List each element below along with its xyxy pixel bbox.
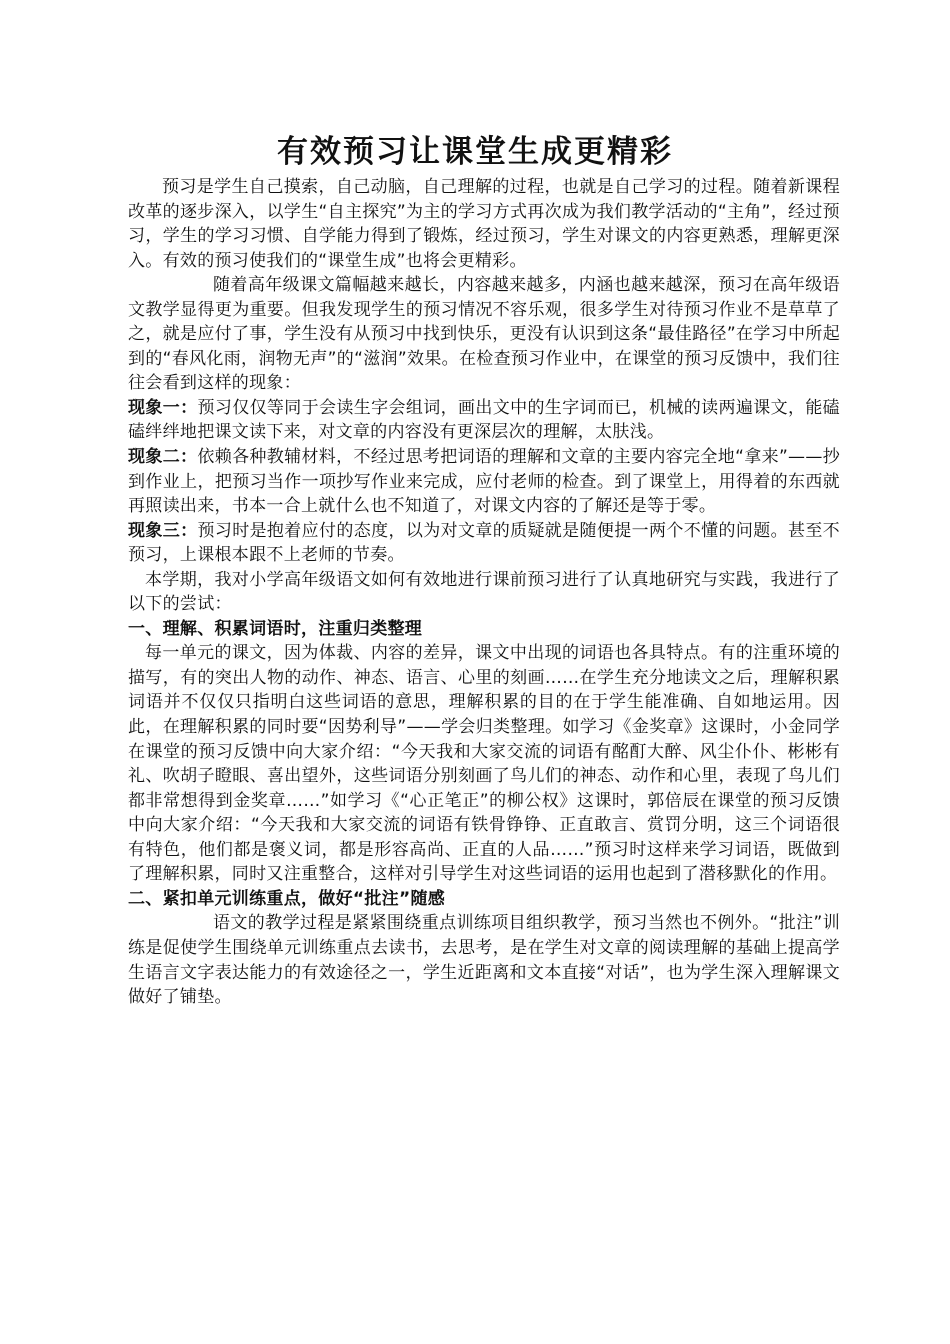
phenomenon-paragraph-1	[128, 396, 840, 445]
section-heading-2: 二、紧扣单元训练重点，做好“批注”随感	[128, 888, 446, 909]
phenomenon-label: 现象二：	[128, 447, 198, 468]
section-2-paragraph: 语文的教学过程是紧紧围绕重点训练项目组织教学，预习当然也不例外。“批注”训练是促使学生围绕单元训练重点去读书，去思考，是在学生对文章的阅读理解的基础上提高学生语言文字表达能力的有效途径之一，学生近距离和文本直接“对话”，也为学生深入理解课文做好了铺垫。	[128, 913, 840, 1008]
phenomenon-text: 预习仅仅等同于会读生字会组词，画出文中的生字词而已，机械的读两遍课文，能磕磕绊绊地把课文读下来，对文章的内容没有更深层次的理解，太肤浅。	[128, 397, 840, 443]
context-paragraph: 随着高年级课文篇幅越来越长，内容越来越多，内涵也越来越深，预习在高年级语文教学显得更为重要。但我发现学生的预习情况不容乐观，很多学生对待预习作业不是草草了之，就是应付了事，学生没有从预习中找到快乐，更没有认识到这条“最佳路径”在学习中所起到的“春风化雨，润物无声”的“滋润”效果。在检查预习作业中，在课堂的预习反馈中，我们往往会看到这样的现象：	[128, 275, 840, 394]
section-1-paragraph: 每一单元的课文，因为体裁、内容的差异，课文中出现的词语也各具特点。有的注重环境的描写，有的突出人物的动作、神态、语言、心里的刻画……在学生充分地读文之后，理解积累词语并不仅仅只指明白这些词语的意思，理解积累的目的在于学生能准确、自如地运用。因此，在理解积累的同时要“因势利导”——学会归类整理。如学习《金奖章》这课时，小金同学在课堂的预习反馈中向大家介绍：“今天我和大家交流的词语有酩酊大醉、风尘仆仆、彬彬有礼、吹胡子瞪眼、喜出望外，这些词语分别刻画了鸟儿们的神态、动作和心里，表现了鸟儿们都非常想得到金奖章……”如学习《“心正笔正”的柳公权》这课时，郭倍辰在课堂的预习反馈中向大家介绍：“今天我和大家交流的词语有铁骨铮铮、正直敢言、赏罚分明，这三个词语很有特色，他们都是褒义词，都是形容高尚、正直的人品……”预习时这样来学习词语，既做到了理解积累，同时又注重整合，这样对引导学生对这些词语的运用也起到了潜移默化的作用。	[128, 643, 840, 885]
phenomenon-label: 现象三：	[128, 520, 198, 541]
intro-paragraph: 预习是学生自己摸索，自己动脑，自己理解的过程，也就是自己学习的过程。随着新课程改革的逐步深入，以学生“自主探究”为主的学习方式再次成为我们教学活动的“主角”，经过预习，学生的学习习惯、自学能力得到了锻炼，经过预习，学生对课文的内容更熟悉，理解更深入。有效的预习使我们的“课堂生成”也将会更精彩。	[128, 177, 840, 271]
phenomenon-text: 预习时是抱着应付的态度，以为对文章的质疑就是随便提一两个不懂的问题。甚至不预习，上课根本跟不上老师的节奏。	[128, 520, 840, 566]
phenomenon-label: 现象一：	[128, 397, 198, 418]
phenomenon-paragraph-2	[128, 445, 840, 519]
document-body	[128, 175, 840, 1010]
section-heading-1: 一、理解、积累词语时，注重归类整理	[128, 618, 423, 639]
document-title: 有效预习让课堂生成更精彩	[277, 134, 673, 170]
practice-intro-paragraph: 本学期，我对小学高年级语文如何有效地进行课前预习进行了认真地研究与实践，我进行了以下的尝试：	[128, 569, 840, 615]
phenomenon-paragraph-3	[128, 519, 840, 568]
phenomenon-text: 依赖各种教辅材料，不经过思考把词语的理解和文章的主要内容完全地“拿来”——抄到作业上，把预习当作一项抄写作业来完成，应付老师的检查。到了课堂上，用得着的东西就再照读出来，书本一合上就什么也不知道了，对课文内容的了解还是等于零。	[128, 447, 841, 517]
